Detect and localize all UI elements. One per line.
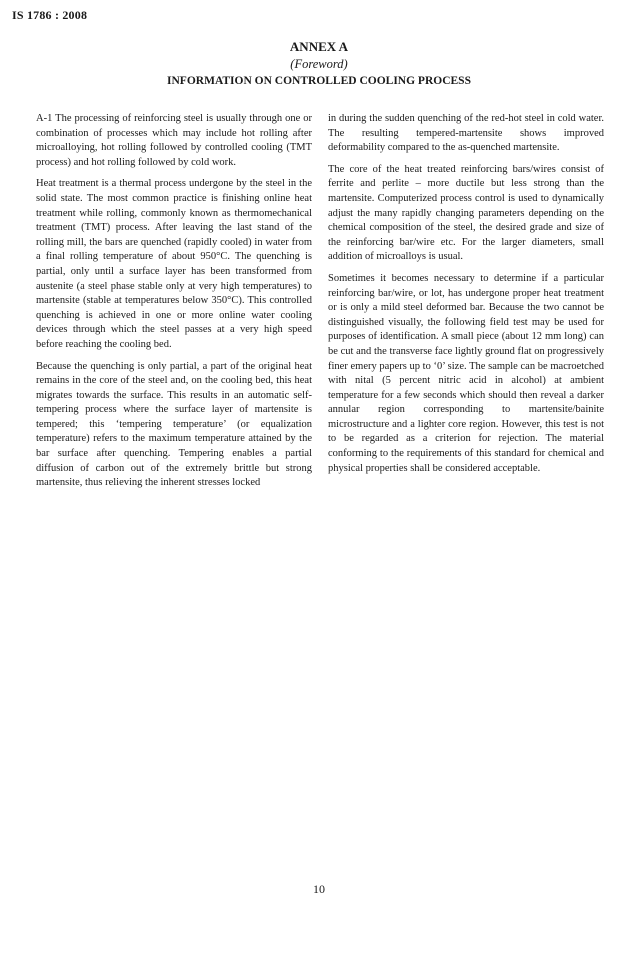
paragraph-continuation: in during the sudden quenching of the red-hot steel in cold water. The resulting tempered-martensite shows improved deformability compared to the as-quenched martensite. [328,113,604,154]
page-number: 10 [313,882,325,896]
paragraph-field-test: Sometimes it becomes necessary to determine if a particular reinforcing bar/wire, or lot, has undergone proper heat treatment or is only a mild steel deformed bar. Because the two cannot be distinguished visually, the following field test may be used for purposes of identification. A small piece (about 12 mm long) can be cut and the transverse face lightly ground flat on progressively finer emery papers up to ‘0’ size. The sample can be macroetched with nital (5 percent nitric acid in alcohol) at ambient temperature for a few seconds which should then reveal a darker annular region corresponding to martensite/bainite microstructure and a lighter core region. However, this test is not to be regarded as a criterion for rejection. The material conforming to the requirements of this standard for chemical and physical properties shall be considered acceptable. [328,272,604,474]
clause-number: A-1 [36,113,53,124]
annex-header [0,38,638,90]
annex-subtitle: (Foreword) [290,57,348,71]
paragraph-partial-quenching: Because the quenching is only partial, a part of the original heat remains in the core of the steel and, on the cooling bed, this heat migrates towards the surface. This results in an automatic self-tempering process where the surface layer of martensite is tempered; this ‘tempering temperature’ (or equalization temperature) refers to the maximum temperature attained by the bar surface after quenching. Tempering enables a partial diffusion of carbon out of the extremely brittle but strong martensite, thus relieving the inherent stresses locked [36,360,312,489]
annex-heading: INFORMATION ON CONTROLLED COOLING PROCESS [167,75,471,87]
left-column [36,112,312,498]
paragraph-heat-treatment: Heat treatment is a thermal process undergone by the steel in the solid state. The most common practice is finishing online heat treatment while rolling, commonly known as thermomechanical treatment (TMT) process. After leaving the last stand of the rolling mill, the bars are quenched (rapidly cooled) in water from a final rolling temperature of about 950°C. The quenching is partial, only until a surface layer has been transformed from austenite (a steel phase stable only at very high temperatures) to martensite (stable at temperatures below 350°C). This controlled quenching is achieved in one or more online water cooling devices through which the steel passes at a very high speed before reaching the cooling bed. [36,178,312,350]
paragraph-a1 [36,112,312,170]
right-column [328,112,604,483]
standard-id: IS 1786 : 2008 [12,8,88,22]
annex-title: ANNEX A [289,39,349,54]
paragraph-core-structure: The core of the heat treated reinforcing bars/wires consist of ferrite and perlite – more ductile but less strong than the martensite. Computerized process control is used to dynamically adjust the many rapidly changing parameters depending on the chemical composition of the steel, the desired grade and size of the reinforcing bar/wire etc. For the larger diameters, small addition of microalloys is usual. [328,163,604,263]
paragraph-text: The processing of reinforcing steel is usually through one or combination of processes which may include hot rolling after microalloying, hot rolling followed by controlled cooling (TMT process) and hot rolling followed by cold work. [36,113,312,168]
